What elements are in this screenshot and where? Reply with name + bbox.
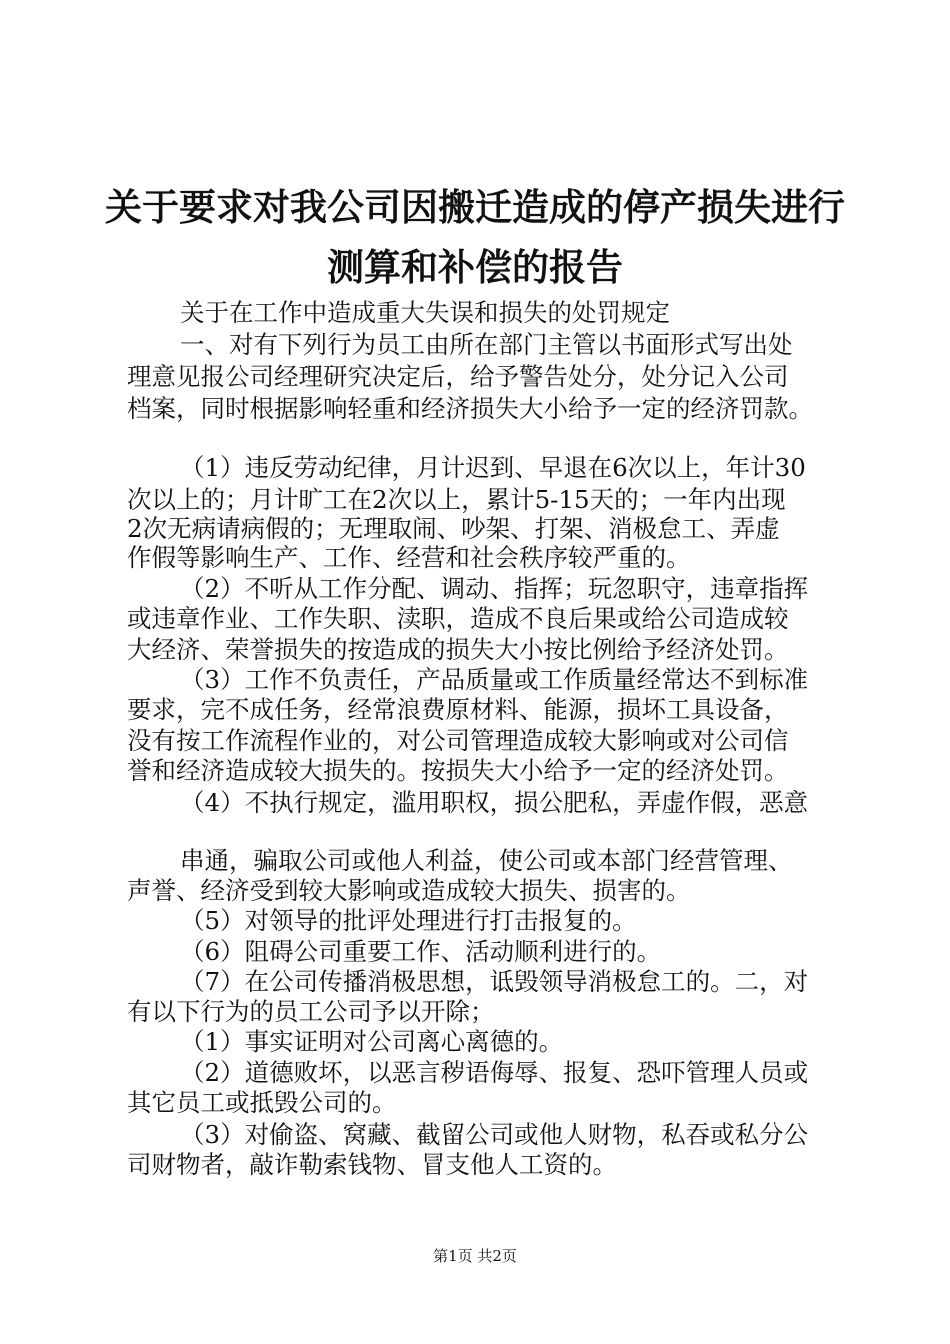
paragraph-line: 其它员工或抵毁公司的。 — [127, 1088, 397, 1117]
paragraph-line: 作假等影响生产、工作、经营和社会秩序较严重的。 — [127, 543, 691, 572]
paragraph-line: 串通，骗取公司或他人利益，使公司或本部门经营管理、 — [180, 846, 793, 875]
paragraph-line: （7）在公司传播消极思想，诋毁领导消极怠工的。二，对 — [180, 967, 809, 996]
paragraph-line: 没有按工作流程作业的，对公司管理造成较大影响或对公司信 — [127, 726, 789, 755]
paragraph-line: 有以下行为的员工公司予以开除； — [127, 997, 495, 1026]
paragraph-line: （2）道德败坏，以恶言秽语侮辱、报复、恐吓管理人员或 — [180, 1058, 809, 1087]
paragraph-line: （2）不听从工作分配、调动、指挥；玩忽职守，违章指挥 — [180, 574, 809, 603]
document-title-line-1: 关于要求对我公司因搬迁造成的停产损失进行 — [105, 186, 845, 229]
paragraph-line: （1）事实证明对公司离心离德的。 — [180, 1027, 564, 1056]
paragraph-line: （4）不执行规定，滥用职权，损公肥私，弄虚作假，恶意 — [180, 788, 809, 817]
paragraph-line: 声誉、经济受到较大影响或造成较大损失、损害的。 — [127, 876, 691, 905]
paragraph-line: （5）对领导的批评处理进行打击报复的。 — [180, 906, 637, 935]
paragraph-line: 次以上的；月计旷工在2次以上，累计5-15天的；一年内出现 — [127, 485, 786, 514]
paragraph-line: 理意见报公司经理研究决定后，给予警告处分，处分记入公司 — [127, 362, 789, 391]
paragraph-line: （1）违反劳动纪律，月计迟到、早退在6次以上，年计30 — [180, 453, 806, 482]
paragraph-line: 一、对有下列行为员工由所在部门主管以书面形式写出处 — [180, 330, 793, 359]
section-heading: 关于在工作中造成重大失误和损失的处罚规定 — [180, 298, 670, 327]
paragraph-line: 或违章作业、工作失职、渎职，造成不良后果或给公司造成较 — [127, 604, 789, 633]
paragraph-line: （3）对偷盗、窝藏、截留公司或他人财物，私吞或私分公 — [180, 1120, 809, 1149]
document-title-line-2: 测算和补偿的报告 — [327, 246, 623, 289]
paragraph-line: 司财物者，敲诈勒索钱物、冒支他人工资的。 — [127, 1150, 617, 1179]
page-footer: 第1页 共2页 — [433, 1247, 517, 1265]
paragraph-line: （3）工作不负责任，产品质量或工作质量经常达不到标准 — [180, 665, 809, 694]
paragraph-line: 2次无病请病假的；无理取闹、吵架、打架、消极怠工、弄虚 — [127, 514, 780, 543]
paragraph-line: 大经济、荣誉损失的按造成的损失大小按比例给予经济处罚。 — [127, 635, 789, 664]
paragraph-line: 誉和经济造成较大损失的。按损失大小给予一定的经济处罚。 — [127, 756, 789, 785]
paragraph-line: 档案，同时根据影响轻重和经济损失大小给予一定的经济罚款。 — [127, 394, 813, 423]
paragraph-line: （6）阻碍公司重要工作、活动顺利进行的。 — [180, 937, 662, 966]
paragraph-line: 要求，完不成任务，经常浪费原材料、能源，损坏工具设备， — [127, 695, 789, 724]
